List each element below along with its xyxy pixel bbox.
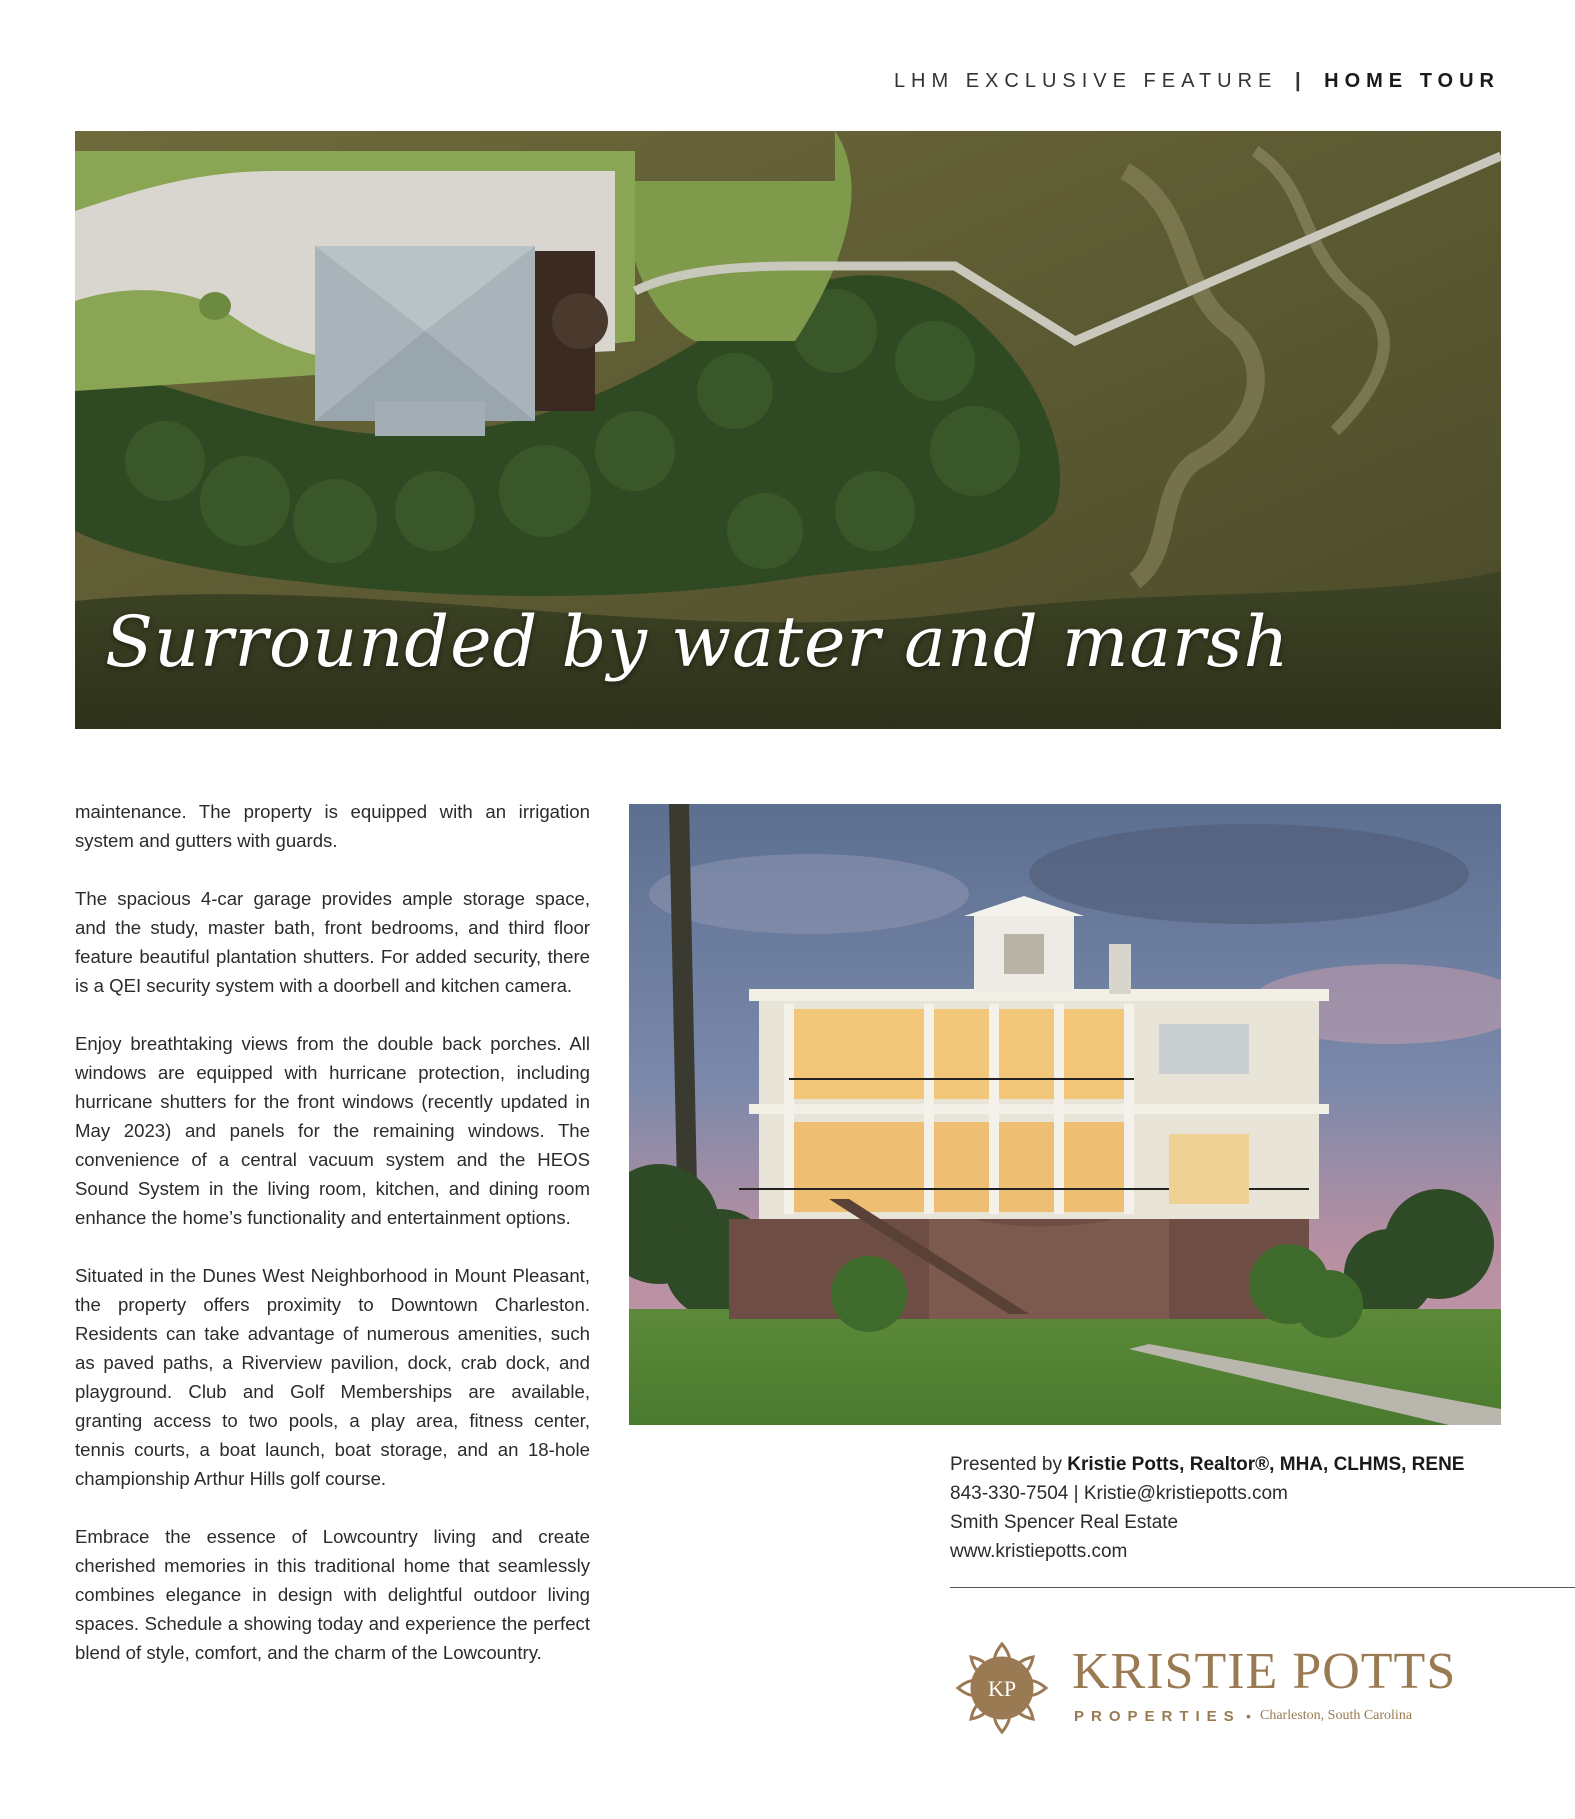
agent-name: Kristie Potts, Realtor®, MHA, CLHMS, RENE: [1067, 1454, 1465, 1475]
presented-by-label: Presented by: [950, 1454, 1068, 1475]
article-paragraph: The spacious 4-car garage provides ample storage space, and the study, master bath, front bedrooms, and third floor feature beautiful plantation shutters. For added security, there is a QEI security system with a doorbell and kitchen camera.: [75, 888, 590, 996]
logo-monogram: KP: [987, 1676, 1017, 1701]
article-body: [75, 797, 590, 1696]
logo-name: KRISTIE POTTS: [1072, 1643, 1457, 1700]
aerial-photo: [75, 131, 1501, 729]
feature-label: LHM EXCLUSIVE FEATURE: [893, 70, 1278, 92]
section-header: [894, 70, 1500, 93]
divider: [950, 1587, 1575, 1588]
contact-phone-email: 843-330-7504 | Kristie@kristiepotts.com: [950, 1483, 1288, 1504]
section-label: HOME TOUR: [1324, 70, 1500, 92]
agent-website: www.kristiepotts.com: [950, 1541, 1128, 1562]
logo-subtitle: PROPERTIES: [1074, 1708, 1241, 1725]
brand-logo: [950, 1636, 1457, 1746]
presenter-line: [950, 1450, 1510, 1479]
house-roof: [315, 246, 595, 436]
article-paragraph: Situated in the Dunes West Neighborhood in Mount Pleasant, the property offers proximity to Downtown Charleston. Residents can take advantage of numerous amenities, such as paved paths, a Riverview pavilion, dock, crab dock, and playground. Club and Golf Memberships are available, granting access to two pools, a play area, fitness center, tennis courts, a boat launch, boat storage, and an 18-hole championship Arthur Hills golf course.: [75, 1265, 590, 1489]
contact-block: [950, 1450, 1510, 1566]
hero-caption: Surrounded by water and marsh: [105, 601, 1290, 683]
house-photo-illustration: [629, 804, 1501, 1425]
header-separator: |: [1294, 70, 1307, 92]
article-paragraph: Embrace the essence of Lowcountry living and create cherished memories in this traditional home that seamlessly combines elegance in design with delightful outdoor living spaces. Schedule a showing today and experience the perfect blend of style, comfort, and the charm of the Lowcountry.: [75, 1526, 590, 1663]
article-paragraph: maintenance. The property is equipped with an irrigation system and gutters with guards.: [75, 801, 590, 851]
logo-location: Charleston, South Carolina: [1260, 1708, 1413, 1723]
kp-emblem-icon: [950, 1636, 1054, 1740]
brokerage-name: Smith Spencer Real Estate: [950, 1512, 1179, 1533]
article-paragraph: Enjoy breathtaking views from the double back porches. All windows are equipped with hurricane protection, including hurricane shutters for the front windows (recently updated in May 2023) and panels for the remaining windows. The convenience of a central vacuum system and the HEOS Sound System in the living room, kitchen, and dining room enhance the home’s functionality and entertainment options.: [75, 1033, 590, 1228]
house-photo: [629, 804, 1501, 1425]
logo-bullet: •: [1246, 1708, 1251, 1724]
